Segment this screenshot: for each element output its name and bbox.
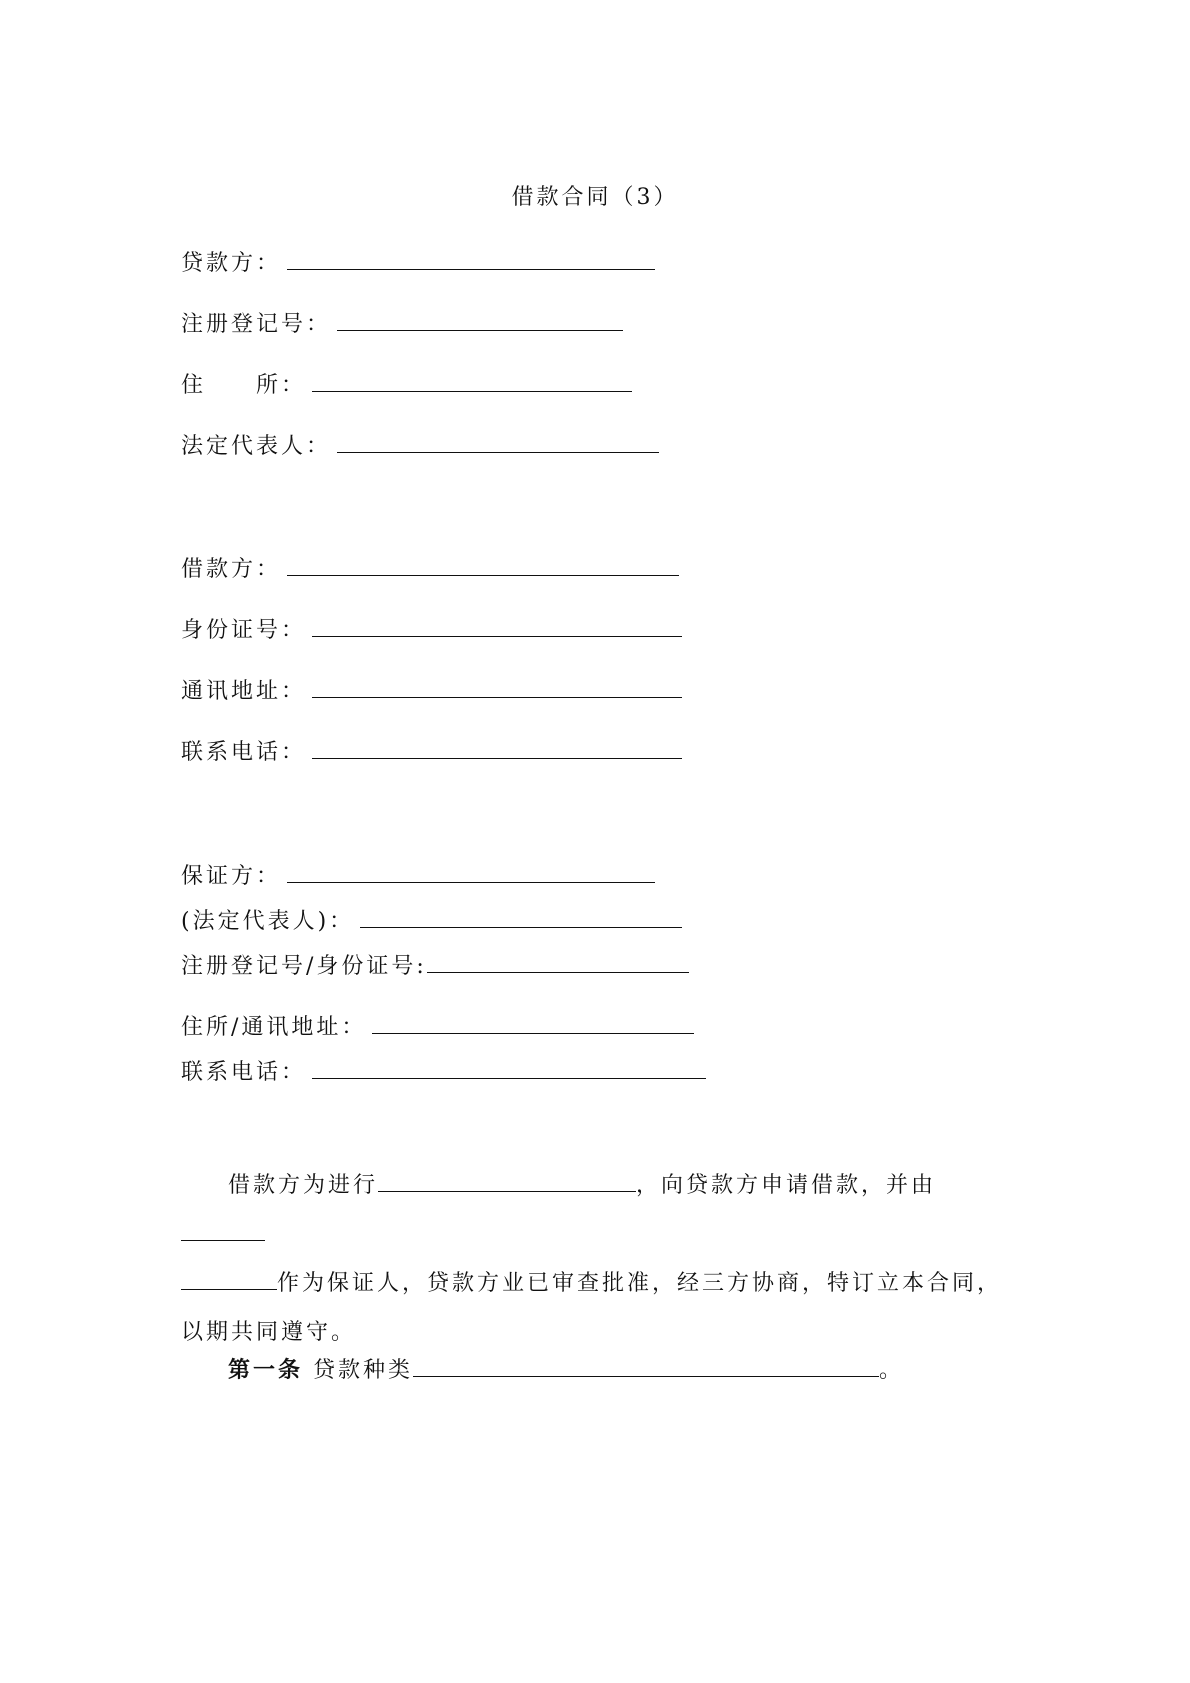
guarantor-phone-label: 联系电话：	[181, 1060, 307, 1085]
guarantor-name-blank[interactable]	[287, 856, 655, 883]
lender-rep-blank[interactable]	[337, 426, 659, 453]
lender-address-label: 住 所：	[181, 373, 307, 398]
borrower-id-blank[interactable]	[312, 610, 682, 637]
borrower-id-label: 身份证号：	[181, 618, 307, 643]
lender-rep-field	[181, 426, 659, 458]
guarantor-name-field	[181, 856, 655, 888]
guarantor-name-label: 保证方：	[181, 864, 282, 889]
loan-type-blank[interactable]	[413, 1350, 879, 1377]
article-1-text: 贷款种类	[313, 1358, 414, 1383]
guarantor-rep-label: (法定代表人)：	[181, 909, 355, 934]
borrower-phone-blank[interactable]	[312, 732, 682, 759]
lender-reg-label: 注册登记号：	[181, 312, 332, 337]
guarantor-reg-label: 注册登记号/身份证号:	[181, 954, 427, 979]
borrower-name-blank[interactable]	[287, 549, 679, 576]
document-title: 借款合同（3）	[511, 185, 679, 210]
lender-name-blank[interactable]	[287, 243, 655, 270]
guarantor-reg-blank[interactable]	[427, 946, 689, 973]
guarantor-address-blank[interactable]	[372, 1007, 694, 1034]
guarantor-name-blank-a[interactable]	[181, 1214, 265, 1241]
lender-reg-blank[interactable]	[337, 304, 623, 331]
preamble-part3: 作为保证人，贷款方业已审查批准，经三方协商，特订立本合同，以期共同遵守。	[181, 1271, 1003, 1345]
article-1-heading: 第一条	[228, 1357, 304, 1383]
guarantor-name-blank-b[interactable]	[181, 1263, 277, 1290]
article-1	[228, 1350, 904, 1382]
lender-rep-label: 法定代表人：	[181, 434, 332, 459]
lender-address-field	[181, 365, 632, 397]
guarantor-address-field	[181, 1007, 694, 1039]
article-1-end: 。	[879, 1358, 905, 1383]
purpose-blank[interactable]	[378, 1165, 636, 1192]
guarantor-phone-blank[interactable]	[312, 1052, 706, 1079]
guarantor-rep-blank[interactable]	[360, 901, 682, 928]
lender-reg-field	[181, 304, 623, 336]
borrower-id-field	[181, 610, 682, 642]
lender-name-field	[181, 243, 655, 275]
borrower-address-label: 通讯地址：	[181, 679, 307, 704]
guarantor-address-label: 住所/通讯地址：	[181, 1015, 367, 1040]
preamble-part1: 借款方为进行	[228, 1173, 379, 1198]
borrower-address-field	[181, 671, 682, 703]
borrower-phone-label: 联系电话：	[181, 740, 307, 765]
guarantor-phone-field	[181, 1052, 706, 1084]
borrower-name-label: 借款方：	[181, 557, 282, 582]
lender-name-label: 贷款方：	[181, 251, 282, 276]
guarantor-rep-field	[181, 901, 682, 933]
preamble-paragraph	[181, 1161, 1011, 1357]
guarantor-reg-field	[181, 946, 689, 978]
preamble-part2: ，向贷款方申请借款，并由	[636, 1173, 937, 1198]
lender-address-blank[interactable]	[312, 365, 632, 392]
borrower-phone-field	[181, 732, 682, 764]
borrower-address-blank[interactable]	[312, 671, 682, 698]
borrower-name-field	[181, 549, 679, 581]
